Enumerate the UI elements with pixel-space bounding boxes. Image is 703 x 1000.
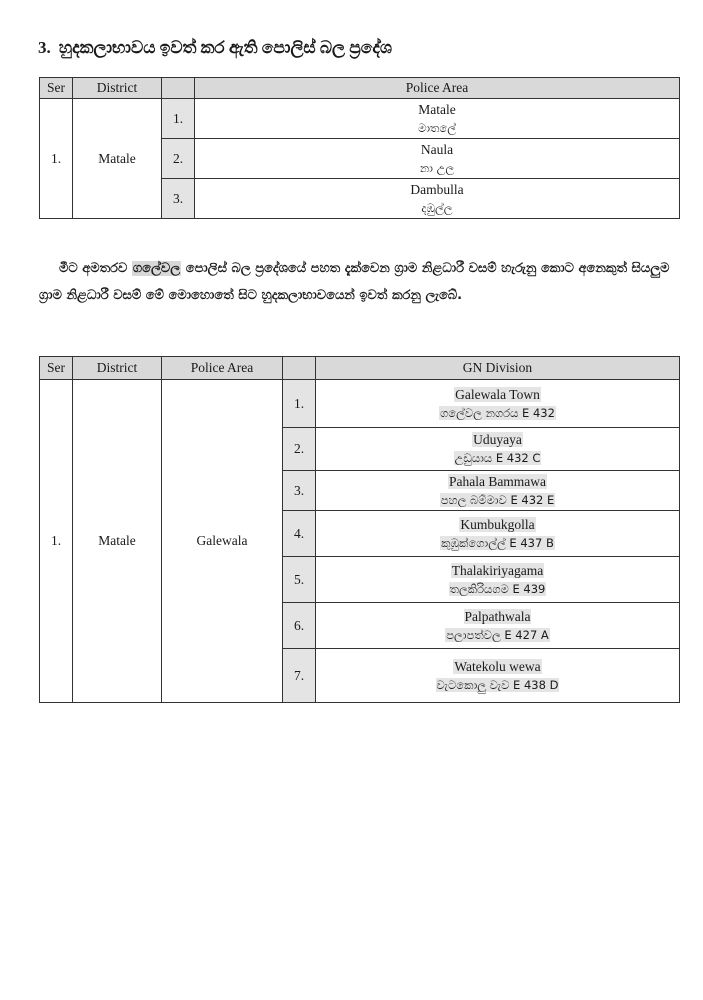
gn-name: Watekolu wewa <box>454 658 541 674</box>
table-header-row <box>40 357 680 380</box>
row-number: 1. <box>162 99 195 139</box>
paragraph-text-end: පොලිස් බල ප්‍රදේශයේ පහත දැක්වෙන ග්‍රාම නිළධාරී වසම් හැරුනු කොට අනෙකුත් සියලුම ග්‍රාම නිළධාරී වසම් මේ මොහොතේ සිට හුදකලාභාවයෙන් ඉවත් කරනු ලැබේ. <box>39 261 670 303</box>
gn-division-cell <box>316 557 680 603</box>
gn-name-sinhala: පලාපත්වල E 427 A <box>446 627 549 642</box>
header-blank <box>283 357 316 380</box>
area-name: Naula <box>420 141 454 157</box>
gn-name-sinhala: කුඹුක්ගොල්ල් E 437 B <box>441 535 554 550</box>
gn-division-cell <box>316 511 680 557</box>
header-ser: Ser <box>40 357 73 380</box>
gn-name-sinhala: උඩුයාය E 432 C <box>454 451 541 465</box>
gn-name-sinhala: ගලේවල නගරය E 432 <box>440 405 555 420</box>
row-number: 3. <box>162 179 195 219</box>
row-number: 5. <box>283 557 316 603</box>
row-number: 2. <box>283 428 316 471</box>
area-name: Matale <box>418 101 456 117</box>
description-paragraph <box>39 255 684 309</box>
police-area-cell <box>195 179 680 219</box>
header-gn-division: GN Division <box>316 357 680 380</box>
section-number: 3. <box>38 38 51 57</box>
police-area-cell <box>195 99 680 139</box>
police-area-cell <box>195 139 680 179</box>
gn-name: Galewala Town <box>455 386 540 402</box>
row-number: 4. <box>283 511 316 557</box>
gn-division-cell <box>316 603 680 649</box>
gn-name: Uduyaya <box>473 432 522 447</box>
row-number: 2. <box>162 139 195 179</box>
header-district: District <box>73 357 162 380</box>
gn-division-cell <box>316 649 680 703</box>
gn-division-table <box>39 356 680 703</box>
section-title: හුදකලාභාවය ඉවත් කර ඇති පොලිස් බල ප්‍රදේශ <box>58 38 393 57</box>
gn-name: Thalakiriyagama <box>451 562 544 578</box>
area-name-sinhala: මාතලේ <box>418 120 456 135</box>
table-header-row <box>40 78 680 99</box>
district-cell: Matale <box>73 380 162 703</box>
header-police-area: Police Area <box>162 357 283 380</box>
area-name-sinhala: නා උල <box>419 160 455 175</box>
gn-name-sinhala: වැටකොලු වැව E 438 D <box>436 677 559 692</box>
gn-name: Pahala Bammawa <box>448 473 547 489</box>
paragraph-highlight: ගලේවල <box>132 261 181 276</box>
area-name-sinhala: දඹුල්ල <box>421 200 453 215</box>
row-number: 7. <box>283 649 316 703</box>
district-cell: Matale <box>73 99 162 219</box>
ser-cell: 1. <box>40 99 73 219</box>
header-blank <box>162 78 195 99</box>
row-number: 1. <box>283 380 316 428</box>
gn-name-sinhala: පහල බම්මාව E 432 E <box>440 492 555 507</box>
row-number: 6. <box>283 603 316 649</box>
gn-division-cell <box>316 471 680 511</box>
header-police-area: Police Area <box>195 78 680 99</box>
section-heading <box>38 38 392 58</box>
row-number: 3. <box>283 471 316 511</box>
header-district: District <box>73 78 162 99</box>
table-row <box>40 380 680 428</box>
ser-cell: 1. <box>40 380 73 703</box>
gn-name: Kumbukgolla <box>460 516 535 532</box>
table-row <box>40 99 680 139</box>
gn-division-cell <box>316 428 680 471</box>
gn-division-cell <box>316 380 680 428</box>
police-area-table <box>39 77 680 219</box>
area-name: Dambulla <box>410 181 464 197</box>
gn-name: Palpathwala <box>464 608 531 624</box>
paragraph-text-start: මීට අමතරව <box>59 261 132 276</box>
police-area-cell: Galewala <box>162 380 283 703</box>
gn-name-sinhala: තලකිරියගම E 439 <box>449 581 546 596</box>
header-ser: Ser <box>40 78 73 99</box>
